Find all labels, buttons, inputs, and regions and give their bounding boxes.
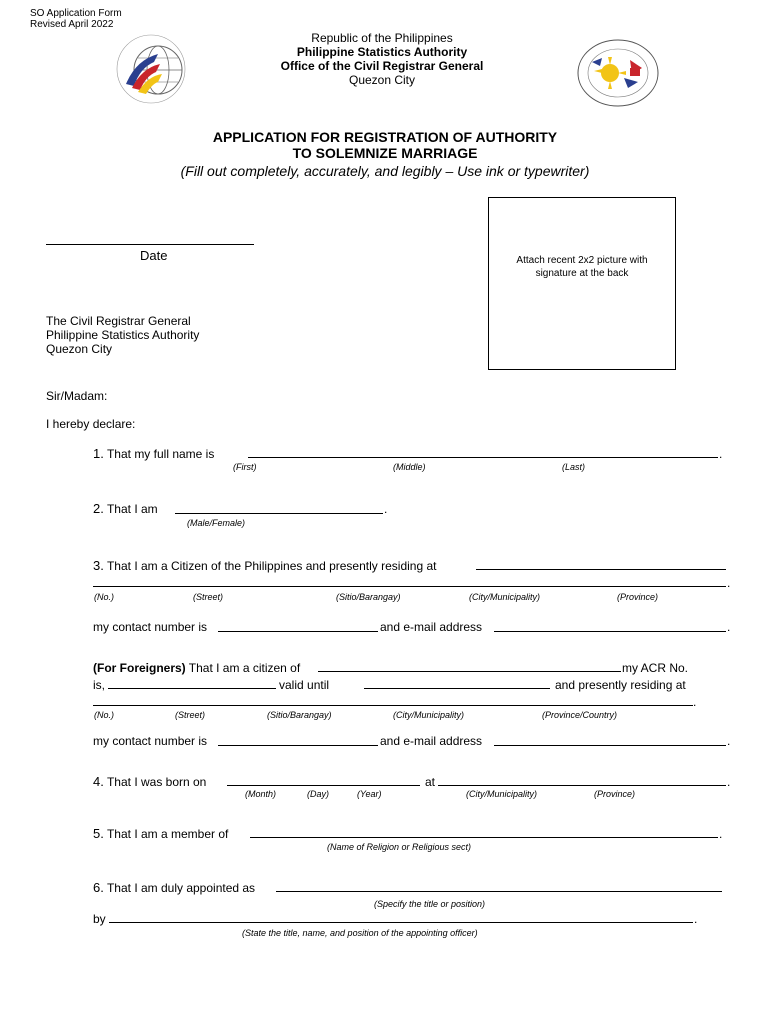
item-3-contact-end: .	[727, 620, 731, 634]
f-contact-label: my contact number is	[93, 734, 208, 748]
psa-logo	[96, 32, 206, 106]
salutation: Sir/Madam:	[46, 389, 108, 403]
foreigner-text: That I am a citizen of	[188, 661, 301, 675]
declaration-intro: I hereby declare:	[46, 417, 136, 431]
f-label-city: (City/Municipality)	[393, 710, 465, 720]
item-3-number: 3.	[93, 558, 104, 573]
item-1	[93, 447, 214, 461]
item-5	[93, 827, 228, 841]
date-label: Date	[140, 248, 168, 263]
f-label-barangay: (Sitio/Barangay)	[267, 710, 332, 720]
label-sex: (Male/Female)	[187, 518, 246, 528]
label-religion: (Name of Religion or Religious sect)	[327, 842, 472, 852]
item-5-end: .	[719, 827, 723, 841]
label-year: (Year)	[357, 789, 382, 799]
email-field[interactable]	[494, 631, 726, 632]
item-6-text: That I am duly appointed as	[106, 881, 256, 895]
label-birth-province: (Province)	[594, 789, 636, 799]
label-first: (First)	[233, 462, 257, 472]
birth-place-field[interactable]	[438, 785, 726, 786]
valid-until-field[interactable]	[364, 688, 550, 689]
header-republic: Republic of the Philippines	[311, 31, 453, 45]
label-title-position: (Specify the title or position)	[374, 899, 486, 909]
full-name-field[interactable]	[248, 457, 718, 458]
item-6-end: .	[694, 912, 698, 926]
item-4-number: 4.	[93, 774, 104, 789]
label-barangay: (Sitio/Barangay)	[336, 592, 401, 602]
f-label-street: (Street)	[175, 710, 206, 720]
foreigner-residing-label: and presently residing at	[555, 678, 686, 692]
f-contact-end: .	[727, 734, 731, 748]
foreigner-address-field[interactable]	[93, 705, 693, 706]
photo-box[interactable]	[488, 197, 676, 370]
item-1-number: 1.	[93, 446, 104, 461]
f-label-no: (No.)	[94, 710, 114, 720]
email-label: and e-mail address	[380, 620, 483, 634]
item-3	[93, 559, 436, 573]
item-2	[93, 502, 158, 516]
item-1-text: That my full name is	[106, 447, 215, 461]
item-5-number: 5.	[93, 826, 104, 841]
item-3-end: .	[727, 576, 731, 590]
residence-field-1[interactable]	[476, 569, 726, 570]
sex-field[interactable]	[175, 513, 383, 514]
birth-date-field[interactable]	[227, 785, 420, 786]
f-email-label: and e-mail address	[380, 734, 483, 748]
form-name: SO Application Form	[30, 8, 122, 19]
contact-number-field[interactable]	[218, 631, 378, 632]
f-contact-number-field[interactable]	[218, 745, 378, 746]
label-birth-city: (City/Municipality)	[466, 789, 538, 799]
appointed-as-field[interactable]	[276, 891, 722, 892]
photo-instruction-1: Attach recent 2x2 picture with	[516, 255, 648, 266]
item-6-by: by	[93, 912, 106, 926]
ocrg-seal	[572, 38, 664, 108]
label-last: (Last)	[562, 462, 586, 472]
item-1-end: .	[719, 447, 723, 461]
form-revision: Revised April 2022	[30, 19, 114, 30]
acr-number-field[interactable]	[108, 688, 276, 689]
item-2-text: That I am	[106, 502, 158, 516]
addressee-line1: The Civil Registrar General	[46, 314, 191, 328]
item-4-end: .	[727, 775, 731, 789]
label-day: (Day)	[307, 789, 329, 799]
label-street: (Street)	[193, 592, 224, 602]
date-line[interactable]	[46, 244, 254, 245]
residence-field-2[interactable]	[93, 586, 726, 587]
item-4	[93, 775, 206, 789]
religion-field[interactable]	[250, 837, 718, 838]
item-2-end: .	[384, 502, 388, 516]
addressee-line2: Philippine Statistics Authority	[46, 328, 200, 342]
label-no: (No.)	[94, 592, 114, 602]
item-6-number: 6.	[93, 880, 104, 895]
header-ocrg: Office of the Civil Registrar General	[280, 59, 484, 73]
foreigner-heading: (For Foreigners)	[93, 661, 186, 675]
foreigner-line1	[93, 661, 300, 675]
label-month: (Month)	[245, 789, 277, 799]
item-5-text: That I am a member of	[106, 827, 229, 841]
foreigner-is: is,	[93, 678, 105, 692]
item-4-text: That I was born on	[106, 775, 207, 789]
citizenship-field[interactable]	[318, 671, 621, 672]
foreigner-address-end: .	[693, 695, 697, 709]
item-3-text: That I am a Citizen of the Philippines and presently residing at	[106, 559, 437, 573]
form-title-line2: TO SOLEMNIZE MARRIAGE	[292, 145, 478, 161]
item-4-at: at	[425, 775, 436, 789]
form-title-line1: APPLICATION FOR REGISTRATION OF AUTHORITY	[212, 129, 558, 145]
form-instruction: (Fill out completely, accurately, and legibly – Use ink or typewriter)	[180, 163, 590, 179]
addressee-line3: Quezon City	[46, 342, 113, 356]
header-city: Quezon City	[348, 73, 416, 87]
valid-until-label: valid until	[279, 678, 330, 692]
label-middle: (Middle)	[393, 462, 426, 472]
item-2-number: 2.	[93, 501, 104, 516]
photo-instruction-2: signature at the back	[535, 268, 629, 279]
item-6	[93, 881, 255, 895]
header-psa: Philippine Statistics Authority	[296, 45, 468, 59]
label-appointing-officer: (State the title, name, and position of the appointing officer)	[242, 928, 478, 938]
f-email-field[interactable]	[494, 745, 726, 746]
label-city: (City/Municipality)	[469, 592, 541, 602]
contact-label: my contact number is	[93, 620, 208, 634]
label-province: (Province)	[617, 592, 659, 602]
appointing-officer-field[interactable]	[109, 922, 693, 923]
acr-label: my ACR No.	[622, 661, 689, 675]
f-label-province-country: (Province/Country)	[542, 710, 618, 720]
